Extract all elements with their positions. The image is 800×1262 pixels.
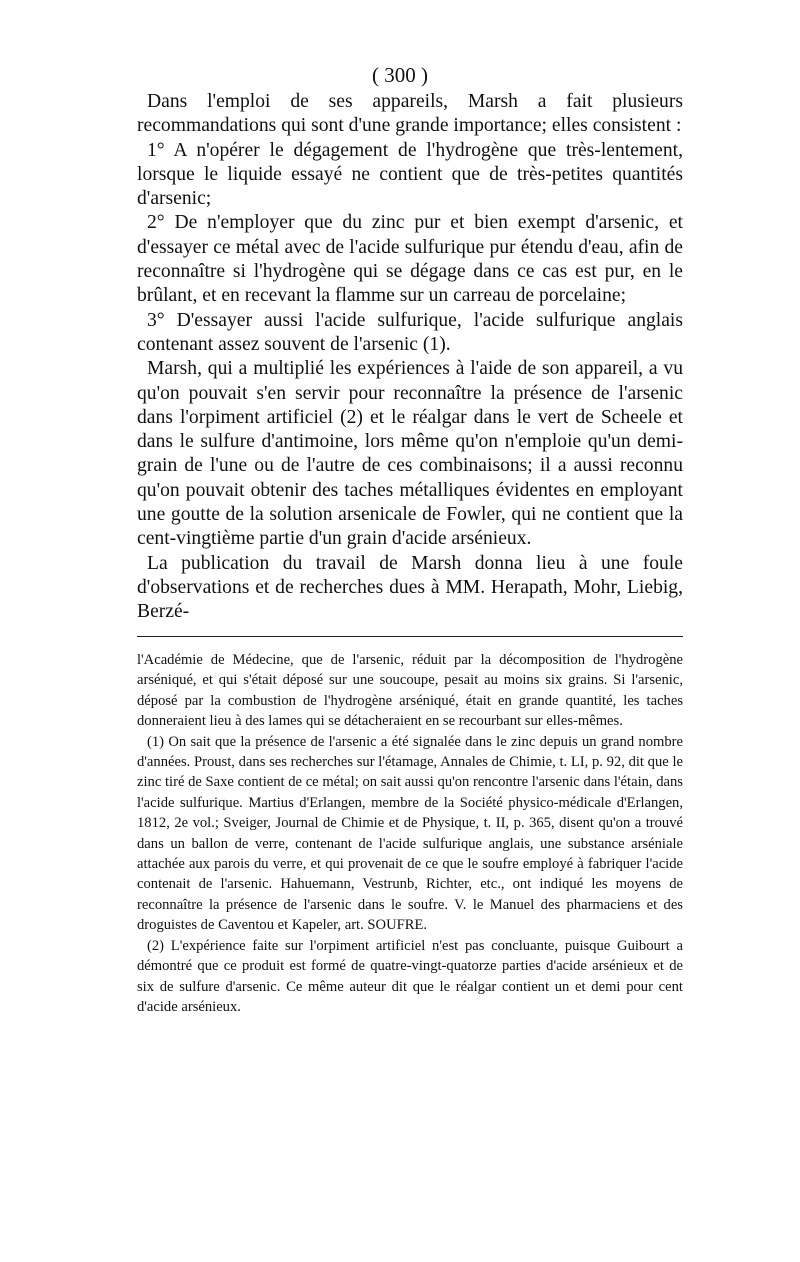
footnote-2: (2) L'expérience faite sur l'orpiment artificiel n'est pas concluante, puisque Guibourt a démontré que ce produit est formé de quatre-vingt-quatorze parties d'acide arsénieux et de six de sulfure d'arsenic. Ce même auteur dit que le réalgar contient un et demi pour cent d'acide arsénieux. <box>137 937 683 1015</box>
body-paragraph-recommendation-1: 1° A n'opérer le dégagement de l'hydrogène que très-lentement, lorsque le liquide essayé ne contient que de très-petites quantités d'arsenic; <box>137 139 683 210</box>
body-paragraph-recommendation-3: 3° D'essayer aussi l'acide sulfurique, l'acide sulfurique anglais contenant assez souvent de l'arsenic (1). <box>137 309 683 355</box>
footnotes <box>137 650 683 1017</box>
body-paragraph-intro: Dans l'emploi de ses appareils, Marsh a fait plusieurs recommandations qui sont d'une grande importance; elles consistent : <box>137 91 683 137</box>
page-number: ( 300 ) <box>372 63 428 87</box>
body-paragraph-experiments: Marsh, qui a multiplié les expériences à l'aide de son appareil, a vu qu'on pouvait s'en servir pour reconnaître la présence de l'arsenic dans l'orpiment artificiel (2) et le réalgar dans le vert de Scheele et dans le sulfure d'antimoine, lors même qu'on n'emploie qu'un demi-grain de l'une ou de l'autre de ces combinaisons; il a aussi reconnu qu'on pouvait obtenir des taches métalliques évidentes en employant une goutte de la solution arsenicale de Fowler, qui ne contient que la cent-vingtième partie d'un grain d'acide arsénieux. <box>137 358 683 550</box>
body-paragraph-publication: La publication du travail de Marsh donna lieu à une foule d'observations et de recherches dues à MM. Herapath, Mohr, Liebig, Berzé- <box>137 552 683 623</box>
body-paragraph-recommendation-2: 2° De n'employer que du zinc pur et bien exempt d'arsenic, et d'essayer ce métal avec de l'acide sulfurique pur étendu d'eau, afin de reconnaître si l'hydrogène qui se dégage dans ce cas est pur, en le brûlant, et en recevant la flamme sur un carreau de porcelaine; <box>137 212 683 307</box>
footnote-1: (1) On sait que la présence de l'arsenic a été signalée dans le zinc depuis un grand nombre d'années. Proust, dans ses recherches sur l'étamage, Annales de Chimie, t. LI, p. 92, dit que le zinc tiré de Saxe contient de ce métal; on sait aussi qu'on rencontre l'arsenic dans l'étain, dans l'acide sulfurique. Martius d'Erlangen, membre de la Société physico-médicale d'Erlangen, 1812, 2e vol.; Sveiger, Journal de Chimie et de Physique, t. II, p. 365, disent qu'on a trouvé dans un ballon de verre, contenant de l'acide sulfurique anglais, une substance arséniale attachée aux parois du verre, et qui provenait de ce que le soufre employé à fabriquer l'acide contenait de l'arsenic. Hahuemann, Vestrunb, Richter, etc., ont indiqué les moyens de reconnaître la présence de l'arsenic dans le soufre. V. le Manuel des pharmaciens et des droguistes de Caventou et Kapeler, art. SOUFRE. <box>137 733 683 934</box>
main-text <box>137 90 683 625</box>
footnote-divider <box>137 636 683 637</box>
footnote-continuation: l'Académie de Médecine, que de l'arsenic, réduit par la décomposition de l'hydrogène arséniqué, et qui s'était déposé sur une soucoupe, pesait au moins six grains. Si l'arsenic, déposé par la combustion de l'hydrogène arséniqué, était en grande quantité, les taches donneraient lieu à des lames qui se détacheraient en se recourbant sur elles-mêmes. <box>137 652 683 730</box>
